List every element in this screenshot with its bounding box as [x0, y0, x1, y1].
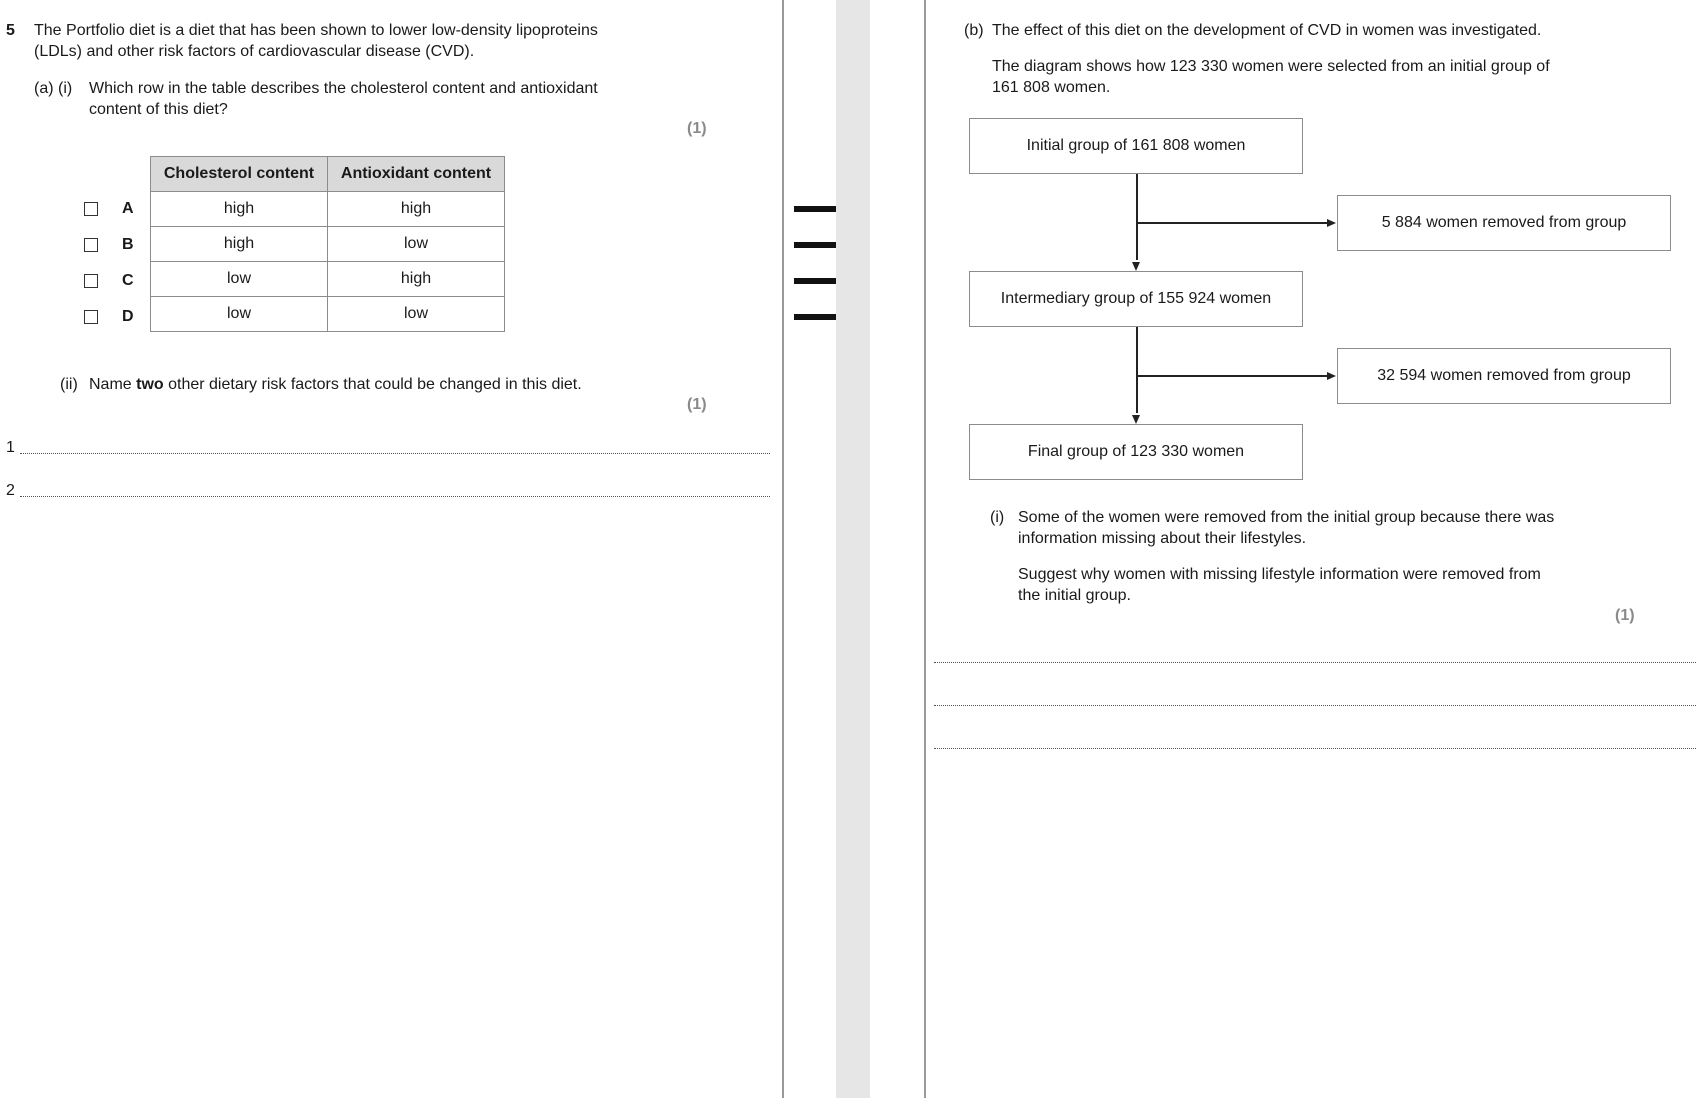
part-a-ii-marks: (1) [687, 396, 707, 413]
cell-cholesterol: high [151, 227, 328, 262]
answer-line-b-2[interactable] [934, 705, 1696, 706]
answer-line-1[interactable] [20, 453, 770, 454]
flow-branch-1 [1136, 222, 1327, 224]
option-letter-c: C [122, 272, 134, 289]
part-b-i-label: (i) [990, 509, 1005, 526]
flow-connector-1 [1136, 174, 1138, 260]
header-antioxidant: Antioxidant content [328, 157, 505, 192]
checkbox-a[interactable] [84, 202, 98, 216]
part-a-ii-question [89, 374, 582, 395]
arrow-down-icon [1132, 415, 1140, 424]
cell-antioxidant: low [328, 297, 505, 332]
cell-cholesterol: high [151, 192, 328, 227]
arrow-down-icon [1132, 262, 1140, 271]
answer-line-b-3[interactable] [934, 748, 1696, 749]
flow-box-intermediary: Intermediary group of 155 924 women [969, 271, 1303, 327]
part-b-i-marks: (1) [1615, 607, 1635, 624]
flow-box-removed-2: 32 594 women removed from group [1337, 348, 1671, 404]
arrow-right-icon [1327, 219, 1336, 227]
flow-branch-2 [1136, 375, 1327, 377]
page-divider-left [782, 0, 784, 1098]
cell-antioxidant: high [328, 262, 505, 297]
question-number: 5 [6, 22, 15, 39]
part-b-text: The effect of this diet on the development of CVD in women was investigated. [992, 22, 1542, 39]
table-row [151, 262, 505, 297]
option-letter-a: A [122, 200, 134, 217]
part-a-ii-pre: Name [89, 376, 137, 393]
table-header-row [151, 157, 505, 192]
part-a-i-line-1: Which row in the table describes the cholesterol content and antioxidant [89, 80, 598, 97]
part-b-label: (b) [964, 22, 984, 39]
binding-gutter [836, 0, 870, 1098]
part-b-i-line-1: Some of the women were removed from the initial group because there was [1018, 509, 1555, 526]
answer-tick-mark [794, 314, 836, 320]
part-a-i-label: (a) (i) [34, 80, 73, 97]
answer-number-2: 2 [6, 482, 15, 499]
answer-tick-mark [794, 206, 836, 212]
table-row [151, 192, 505, 227]
diagram-intro-line-2: 161 808 women. [992, 79, 1111, 96]
part-b-i-line-2: information missing about their lifestyles. [1018, 530, 1307, 547]
table-row [151, 297, 505, 332]
answer-line-b-1[interactable] [934, 662, 1696, 663]
intro-line-2: (LDLs) and other risk factors of cardiovascular disease (CVD). [34, 43, 475, 60]
answer-number-1: 1 [6, 439, 15, 456]
header-cholesterol: Cholesterol content [151, 157, 328, 192]
option-letter-b: B [122, 236, 134, 253]
flow-connector-2 [1136, 327, 1138, 413]
answer-tick-mark [794, 242, 836, 248]
diagram-intro-line-1: The diagram shows how 123 330 women were selected from an initial group of [992, 58, 1550, 75]
cell-antioxidant: high [328, 192, 505, 227]
part-b-i-line-3: Suggest why women with missing lifestyle information were removed from [1018, 566, 1541, 583]
flow-box-removed-1: 5 884 women removed from group [1337, 195, 1671, 251]
page-divider-right [924, 0, 926, 1098]
part-a-ii-label: (ii) [60, 376, 78, 393]
option-letter-d: D [122, 308, 134, 325]
checkbox-c[interactable] [84, 274, 98, 288]
cell-cholesterol: low [151, 262, 328, 297]
intro-line-1: The Portfolio diet is a diet that has been shown to lower low-density lipoproteins [34, 22, 598, 39]
part-a-ii-post: other dietary risk factors that could be changed in this diet. [163, 376, 582, 393]
part-a-i-marks: (1) [687, 120, 707, 137]
part-b-i-line-4: the initial group. [1018, 587, 1131, 604]
cell-cholesterol: low [151, 297, 328, 332]
checkbox-b[interactable] [84, 238, 98, 252]
cell-antioxidant: low [328, 227, 505, 262]
part-a-ii-bold: two [136, 376, 164, 393]
answer-table [150, 156, 505, 332]
table-row [151, 227, 505, 262]
flow-box-initial: Initial group of 161 808 women [969, 118, 1303, 174]
part-a-i-line-2: content of this diet? [89, 101, 228, 118]
answer-tick-mark [794, 278, 836, 284]
arrow-right-icon [1327, 372, 1336, 380]
flow-box-final: Final group of 123 330 women [969, 424, 1303, 480]
answer-line-2[interactable] [20, 496, 770, 497]
checkbox-d[interactable] [84, 310, 98, 324]
